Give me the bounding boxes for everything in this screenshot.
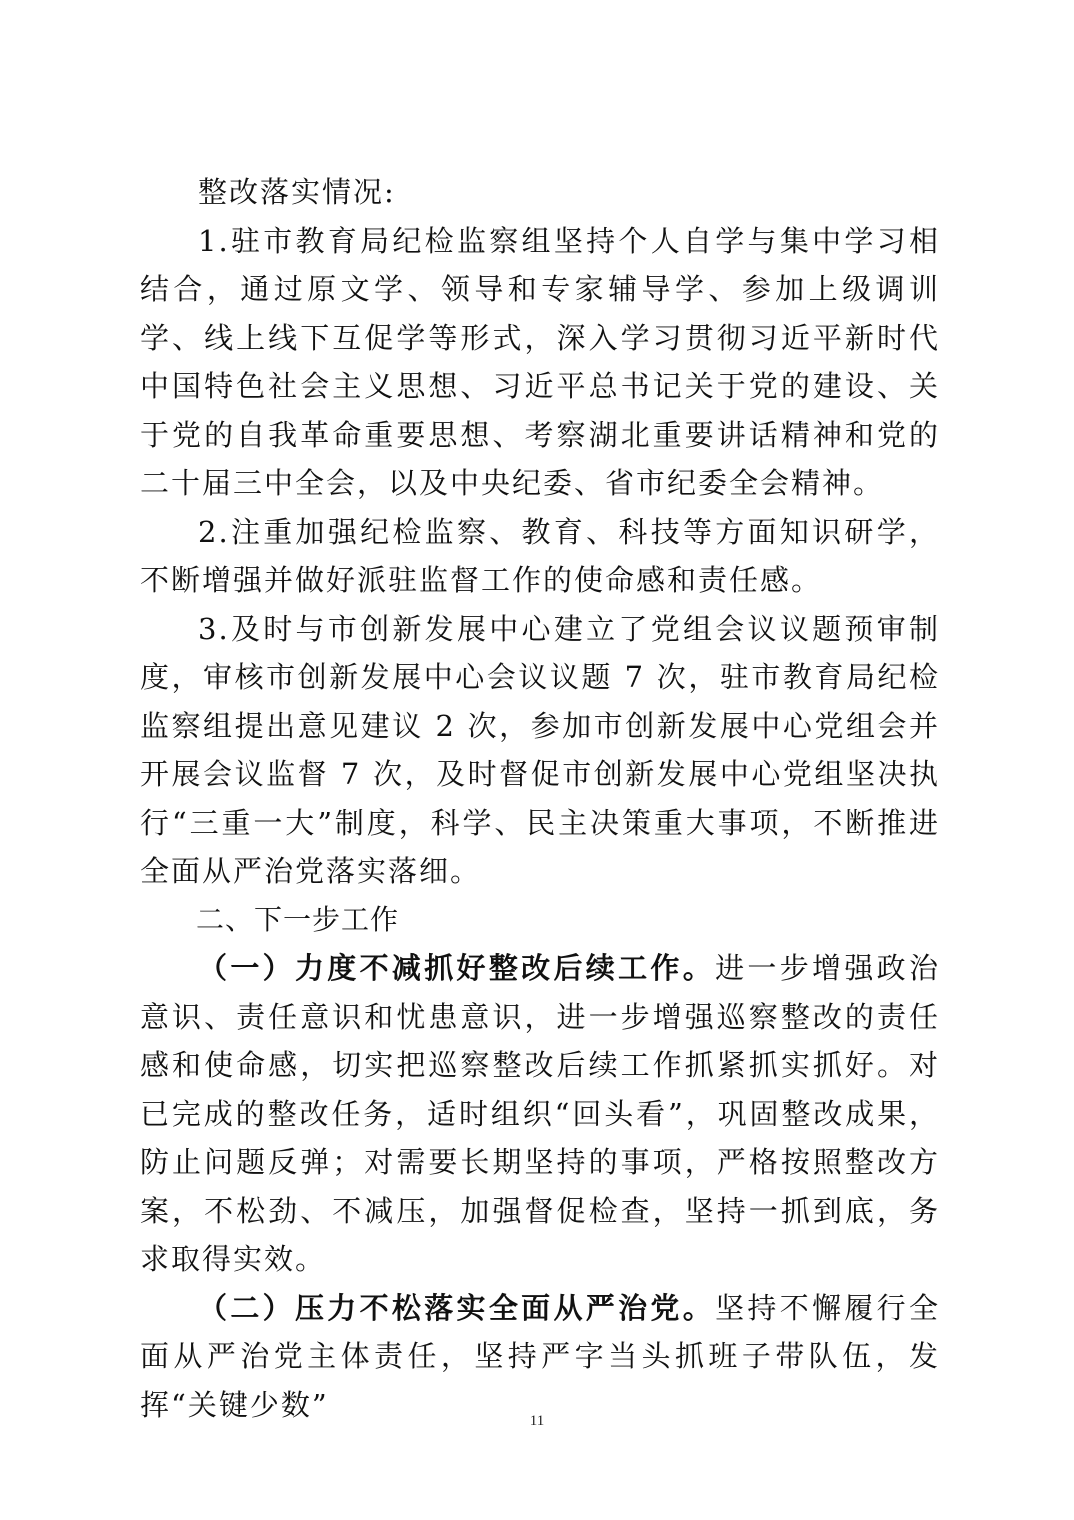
next-step-paragraph-2 [140, 1284, 940, 1430]
next-step-1-text: 进一步增强政治意识、责任意识和忧患意识，进一步增强巡察整改的责任感和使命感，切实把巡察整改后续工作抓紧抓实抓好。对已完成的整改任务，适时组织“回头看”，巩固整改成果，防止问题反弹；对需要长期坚持的事项，严格按照整改方案，不松劲、不减压，加强督促检查，坚持一抓到底，务求取得实效。 [140, 951, 940, 1276]
rectification-item-1: 1.驻市教育局纪检监察组坚持个人自学与集中学习相结合，通过原文学、领导和专家辅导学、参加上级调训学、线上线下互促学等形式，深入学习贯彻习近平新时代中国特色社会主义思想、习近平总书记关于党的建设、关于党的自我革命重要思想、考察湖北重要讲话精神和党的二十届三中全会，以及中央纪委、省市纪委全会精神。 [140, 223, 940, 500]
next-step-1-lead: （一）力度不减抓好整改后续工作。 [198, 951, 716, 985]
rectification-item-3: 3.及时与市创新发展中心建立了党组会议议题预审制度，审核市创新发展中心会议议题 7 次，驻市教育局纪检监察组提出意见建议 2 次，参加市创新发展中心党组会并开展会议监督 7 次，及时督促市创新发展中心党组坚决执行“三重一大”制度，科学、民主决策重大事项，不断推进全面从严治党落实落细。 [140, 611, 940, 888]
section-label: 整改落实情况: [198, 175, 396, 209]
next-steps-heading: 二、下一步工作 [196, 902, 400, 936]
next-step-paragraph-1 [140, 944, 940, 1284]
page-number: 11 [529, 1413, 545, 1429]
next-step-2-lead: （二）压力不松落实全面从严治党。 [198, 1290, 716, 1325]
rectification-item-2: 2.注重加强纪检监察、教育、科技等方面知识研学，不断增强并做好派驻监督工作的使命感和责任感。 [140, 514, 940, 597]
next-step-2-text: 坚持不懈履行全面从严治党主体责任，坚持严字当头抓班子带队伍，发挥“关键少数” [140, 1290, 940, 1422]
document-body [140, 168, 940, 1429]
